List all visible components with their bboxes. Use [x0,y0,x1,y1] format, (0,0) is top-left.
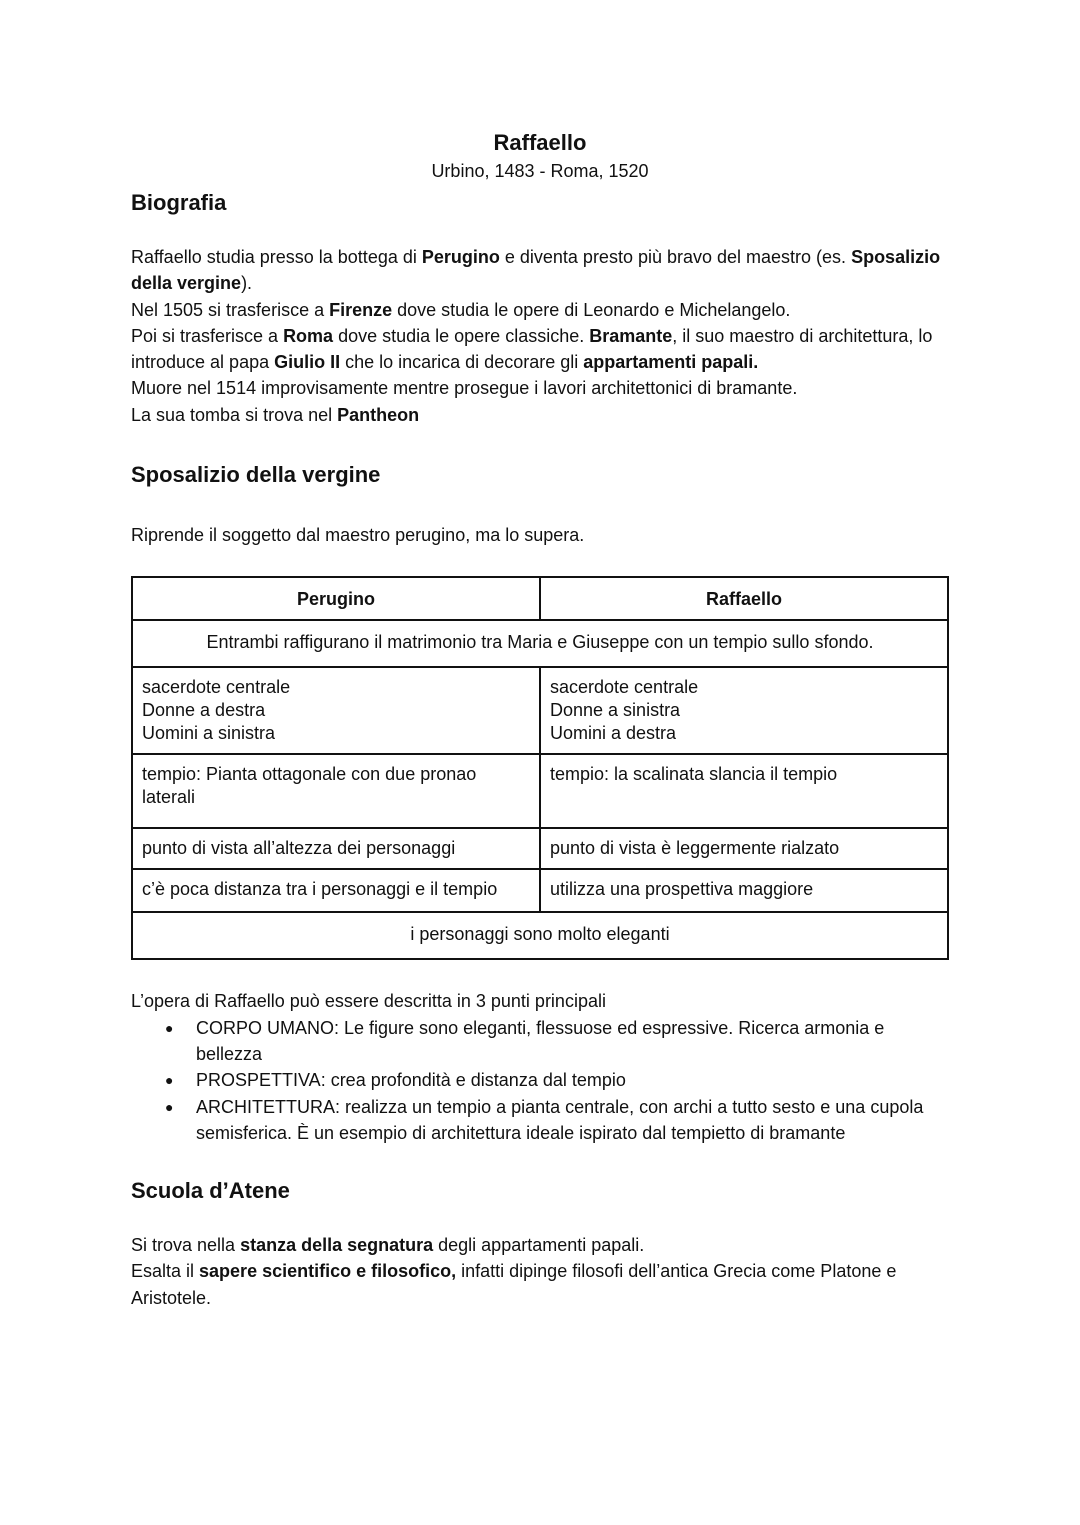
table-cell: tempio: Pianta ottagonale con due pronao laterali [132,754,540,828]
text-span: Si trova nella [131,1235,241,1256]
table-cell: tempio: la scalinata slancia il tempio [540,754,948,828]
text-span: dove studia le opere classiche. [333,325,590,346]
document-page [131,128,949,1311]
bold-sposalizio: Sposalizio della vergine [131,247,941,294]
table-row [132,869,948,912]
cell-line: Uomini a destra [550,723,677,744]
bold-appartamenti: appartamenti papali. [583,352,759,373]
points-list [131,1015,949,1146]
document-subtitle: Urbino, 1483 - Roma, 1520 [431,161,649,181]
table-header-raffaello: Raffaello [540,577,948,620]
bold-stanza: stanza della segnatura [240,1235,434,1256]
text-span: infatti dipinge filosofi dell’antica Grecia come Platone e Aristotele. [131,1261,897,1308]
text-span: ). [241,273,253,294]
scuola-paragraph-2 [131,1258,949,1311]
scuola-paragraph-1 [131,1232,949,1258]
table-cell-last: i personaggi sono molto eleganti [132,912,948,959]
biografia-paragraph-4: Muore nel 1514 improvisamente mentre prosegue i lavori architettonici di bramante. [131,378,798,399]
bold-bramante: Bramante [589,325,673,346]
list-item [165,1094,949,1147]
table-cell: utilizza una prospettiva maggiore [540,869,948,912]
table-row [132,620,948,667]
text-span: dove studia le opere di Leonardo e Michelangelo. [392,299,791,320]
list-item [165,1067,949,1093]
section-scuola-atene [131,1232,949,1311]
heading-biografia: Biografia [131,190,227,215]
biografia-paragraph-1 [131,244,949,297]
table-cell: punto di vista all’altezza dei personaggi [132,828,540,869]
list-item-text: PROSPETTIVA: crea profondità e distanza dal tempio [196,1070,626,1091]
text-span: Nel 1505 si trasferisce a [131,299,330,320]
bold-sapere: sapere scientifico e filosofico, [199,1261,457,1282]
text-span: che lo incarica di decorare gli [340,352,584,373]
section-biografia [131,244,949,428]
text-span: degli appartamenti papali. [433,1235,645,1256]
cell-line: Uomini a sinistra [142,723,276,744]
table-row [132,828,948,869]
text-span: , il suo maestro di architettura, lo introduce al papa [131,325,933,373]
sposalizio-intro: Riprende il soggetto dal maestro perugino, ma lo supera. [131,525,585,546]
biografia-paragraph-2 [131,297,949,323]
table-cell: c’è poca distanza tra i personaggi e il tempio [132,869,540,912]
list-item-text: ARCHITETTURA: realizza un tempio a pianta centrale, con archi a tutto sesto e una cupola semisferica. È un esempio di architettura ideale ispirato dal tempietto di bramante [196,1096,924,1143]
cell-line: sacerdote centrale [142,677,291,698]
text-span: Esalta il [131,1261,200,1282]
cell-line: sacerdote centrale [550,677,699,698]
table-cell [132,667,540,754]
table-cell: punto di vista è leggermente rialzato [540,828,948,869]
table-cell-both: Entrambi raffigurano il matrimonio tra Maria e Giuseppe con un tempio sullo sfondo. [132,620,948,667]
bold-perugino: Perugino [421,247,500,267]
biografia-paragraph-3 [131,323,949,376]
table-header-perugino: Perugino [132,577,540,620]
heading-scuola-atene: Scuola d’Atene [131,1178,290,1204]
text-span: e diventa presto più bravo del maestro (es. [499,247,852,267]
biografia-paragraph-5 [131,402,949,428]
bullet-icon: ● [165,1019,174,1036]
list-item [165,1015,949,1068]
table-row [132,754,948,828]
bold-pantheon: Pantheon [337,404,420,425]
bold-giulio: Giulio II [274,352,341,373]
cell-line: Donne a sinistra [550,700,681,721]
document-title: Raffaello [493,130,587,155]
table-row [132,912,948,959]
bold-firenze: Firenze [329,299,393,320]
list-item-text: CORPO UMANO: Le figure sono eleganti, flessuose ed espressive. Ricerca armonia e bellezza [196,1017,885,1064]
text-span: Poi si trasferisce a [131,325,284,346]
bullet-icon: ● [165,1072,174,1089]
text-span: Raffaello studia presso la bottega di [131,247,422,267]
table-row [132,667,948,754]
table-header-row [132,577,948,620]
bullet-icon: ● [165,1098,174,1115]
text-span: La sua tomba si trova nel [131,404,338,425]
heading-sposalizio: Sposalizio della vergine [131,462,381,488]
points-intro: L’opera di Raffaello può essere descritta in 3 punti principali [131,991,606,1012]
comparison-table [131,576,949,960]
table-cell [540,667,948,754]
cell-line: Donne a destra [142,700,266,721]
bold-roma: Roma [283,325,334,346]
